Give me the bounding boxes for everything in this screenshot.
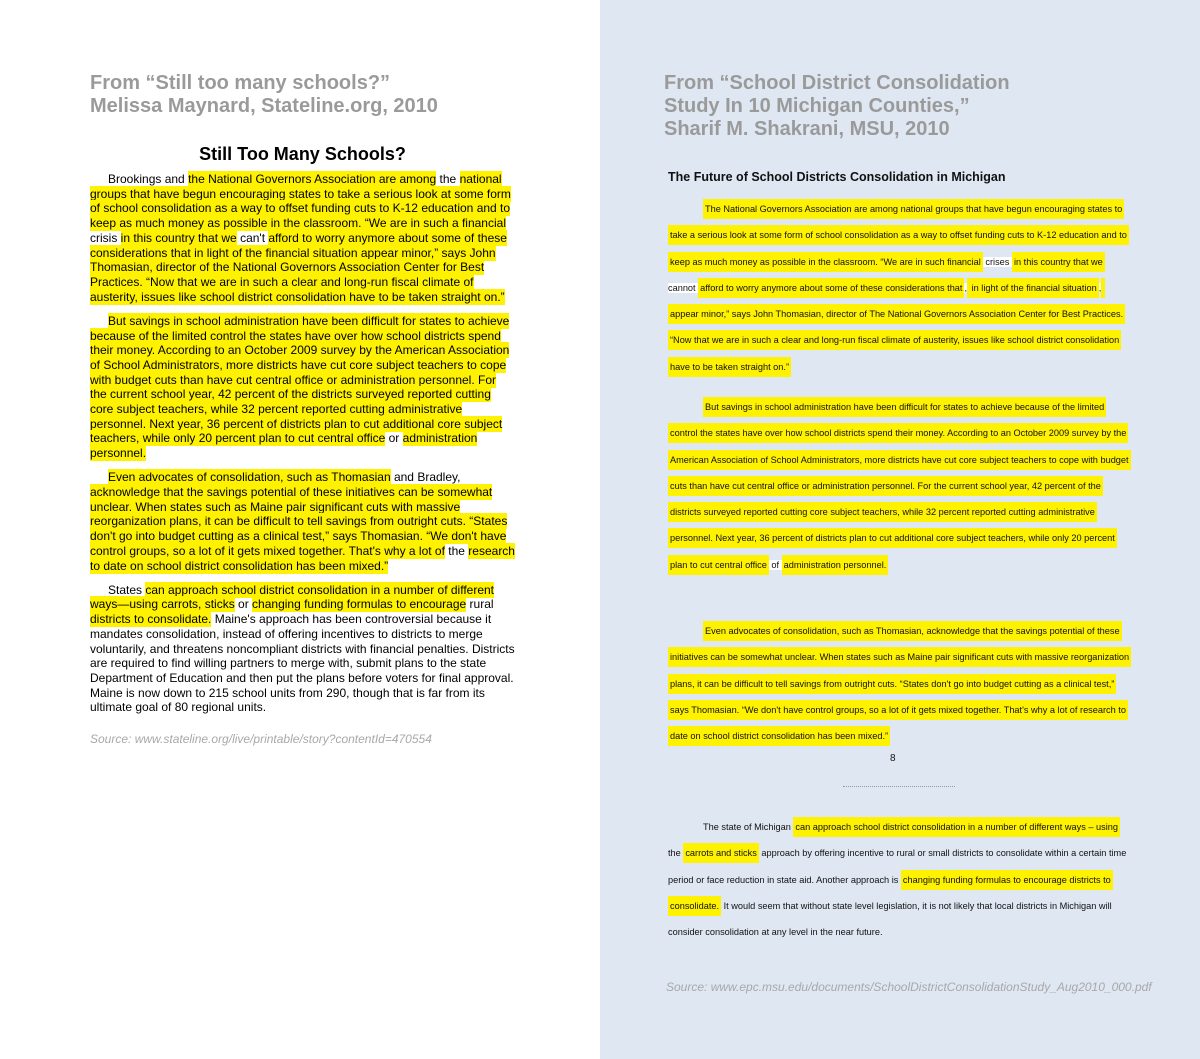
highlight-span: in light of the financial situation: [967, 278, 1099, 298]
text-span: the: [444, 543, 469, 558]
highlight-span: But savings in school administration have been difficult for states to achieve because of the limited control the states have over how school districts spend their money. According to an October 2009 survey by the American Association of School Administrators, more districts have cut core subject teachers to cope with budget cuts than have cut central office or administration personnel. For the current school year, 42 percent of the districts surveyed reported cutting core subject teachers, while 32 percent reported cutting administrative personnel. Next year, 36 percent of districts plan to cut additional core subject teachers, while only 20 percent plan to cut central office: [668, 397, 1131, 575]
right-article-title: The Future of School Districts Consolidation in Michigan: [668, 170, 1006, 184]
left-article-title: Still Too Many Schools?: [199, 144, 406, 164]
text-span: ,: [964, 282, 968, 293]
highlight-span: Even advocates of consolidation, such as Thomasian, acknowledge that the savings potential of these initiatives can be somewhat unclear. When states such as Maine pair significant cuts with massive reorganization plans, it can be difficult to tell savings from outright cuts. “States don't go into budget cutting as a clinical test,” says Thomasian. “We don't have control groups, so a lot of it gets mixed together. That's why a lot of research to date on school district consolidation has been mixed.”: [668, 621, 1131, 746]
left-paragraph-2: [90, 314, 515, 461]
highlight-span: can approach school district consolidation in a number of different ways—using carrots, sticks: [90, 582, 495, 612]
right-paragraph-1: [668, 196, 1130, 380]
highlight-span: administration personnel.: [90, 431, 478, 461]
left-paragraph-3: [90, 470, 515, 573]
text-span: the: [668, 848, 684, 859]
highlight-span: afford to worry anymore about some of these considerations that in light of the financial situation appear minor,” says John Thomasian, director of the National Governors Association Center for Best Practices. “Now that we are in such a clear and long-run fiscal climate of austerity, issues like school district consolidation have to be taken straight on.”: [90, 230, 507, 304]
highlight-span: carrots and sticks: [683, 843, 758, 863]
highlight-span: districts to consolidate.: [90, 612, 212, 627]
highlight-span: appear minor,” says John Thomasian, director of The National Governors Association Center for Best Practices. “Now that we are in such a clear and long-run fiscal climate of austerity, issues like school district consolidation have to be taken straight on.”: [668, 278, 1125, 377]
highlight-span: can approach school district consolidation in a number of different ways – using: [793, 817, 1120, 837]
text-span: approach by offering incentive to rural or small districts to consolidate within a certain time period or face reduction in state aid. Another approach is: [668, 848, 1127, 885]
text-span: States: [108, 582, 146, 597]
text-span: The state of Michigan: [703, 822, 794, 832]
left-paragraph-4: [90, 583, 515, 715]
text-span: ,: [1098, 282, 1102, 293]
text-span: It would seem that without state level legislation, it is not likely that local districts in Michigan will consider consolidation at any level in the near future.: [668, 900, 1112, 938]
highlight-span: But savings in school administration have been difficult for states to achieve because of the limited control the states have over how school districts spend their money. According to an October 2009 survey by the American Association of School Administrators, more districts have cut core subject teachers to cope with budget cuts than have cut central office or administration personnel. For the current school year, 42 percent of the districts surveyed reported cutting core subject teachers, while 32 percent reported cutting administrative personnel. Next year, 36 percent of districts plan to cut additional core subject teachers, while only 20 percent plan to cut central office: [90, 313, 510, 446]
left-attribution-line: Melissa Maynard, Stateline.org, 2010: [90, 95, 438, 117]
highlight-span: changing funding formulas to encourage districts to consolidate.: [668, 870, 1113, 916]
highlight-span: research to date on school district consolidation has been mixed.”: [90, 543, 515, 573]
page-number: 8: [890, 753, 896, 764]
right-paragraph-3: [668, 618, 1130, 749]
text-span: or: [234, 597, 253, 612]
right-paragraph-2: [668, 394, 1130, 578]
highlight-span: national groups that have begun encouraging states to take a serious look at some form of school consolidation as a way to offset funding cuts to K-12 education and to keep as much money as possible in the classroom. “We are in such a financial: [90, 172, 511, 231]
right-paragraph-4: [668, 814, 1130, 945]
text-span: crises: [982, 256, 1012, 267]
text-span: crisis: [90, 230, 121, 245]
right-attribution: [664, 72, 1010, 141]
highlight-span: Even advocates of consolidation, such as Thomasian: [108, 470, 391, 485]
text-span: rural: [466, 597, 494, 612]
highlight-span: The National Governors Association are among national groups that have begun encouraging states to take a serious look at some form of school consolidation as a way to offset funding cuts to K-12 education and to keep as much money as possible in the classroom. “We are in such financial: [668, 199, 1129, 272]
highlight-span: afford to worry anymore about some of these considerations that: [698, 278, 964, 298]
right-attribution-line: From “School District Consolidation: [664, 72, 1010, 94]
right-attribution-line: Study In 10 Michigan Counties,”: [664, 95, 970, 117]
left-attribution: [90, 72, 438, 118]
left-article-body: [90, 172, 515, 725]
highlight-span: in this country that we: [1012, 252, 1105, 272]
highlight-span: in this country that we: [120, 230, 237, 245]
text-span: the: [436, 172, 460, 186]
right-attribution-line: Sharif M. Shakrani, MSU, 2010: [664, 118, 950, 140]
highlight-span: administration personnel.: [782, 555, 889, 575]
left-attribution-line: From “Still too many schools?”: [90, 72, 391, 94]
text-span: Brookings and: [108, 172, 189, 186]
left-source-citation: Source: www.stateline.org/live/printable/story?contentId=470554: [90, 732, 432, 746]
right-panel: [600, 0, 1200, 1059]
text-span: Maine's approach has been controversial because it mandates consolidation, instead of offering incentives to districts to merge voluntarily, and threatens noncompliant districts with financial penalties. Districts are required to find willing partners to merge with, submit plans to the state Department of Education and then put the plans before voters for final approval. Maine is now down to 215 school units from 290, though that is far from its ultimate goal of 80 regional units.: [90, 612, 515, 715]
text-span: of: [768, 559, 782, 570]
left-paragraph-1: [90, 172, 515, 304]
highlight-span: changing funding formulas to encourage: [252, 597, 467, 612]
text-span: or: [385, 431, 403, 446]
highlight-span: the National Governors Association are among: [188, 172, 437, 186]
text-span: cannot: [668, 282, 699, 293]
text-span: and Bradley,: [390, 470, 461, 485]
highlight-span: acknowledge that the savings potential of these initiatives can be somewhat unclear. When states such as Maine pair significant cuts with massive reorganization plans, it can be difficult to tell savings from outright cuts. “States don't go into budget cutting as a clinical test,” says Thomasian. “We don't have control groups, so a lot of it gets mixed together. That's why a lot of: [90, 485, 508, 558]
text-span: can't: [236, 230, 269, 245]
page-break-divider: [843, 786, 955, 787]
right-source-citation: Source: www.epc.msu.edu/documents/SchoolDistrictConsolidationStudy_Aug2010_000.pdf: [666, 980, 1152, 994]
